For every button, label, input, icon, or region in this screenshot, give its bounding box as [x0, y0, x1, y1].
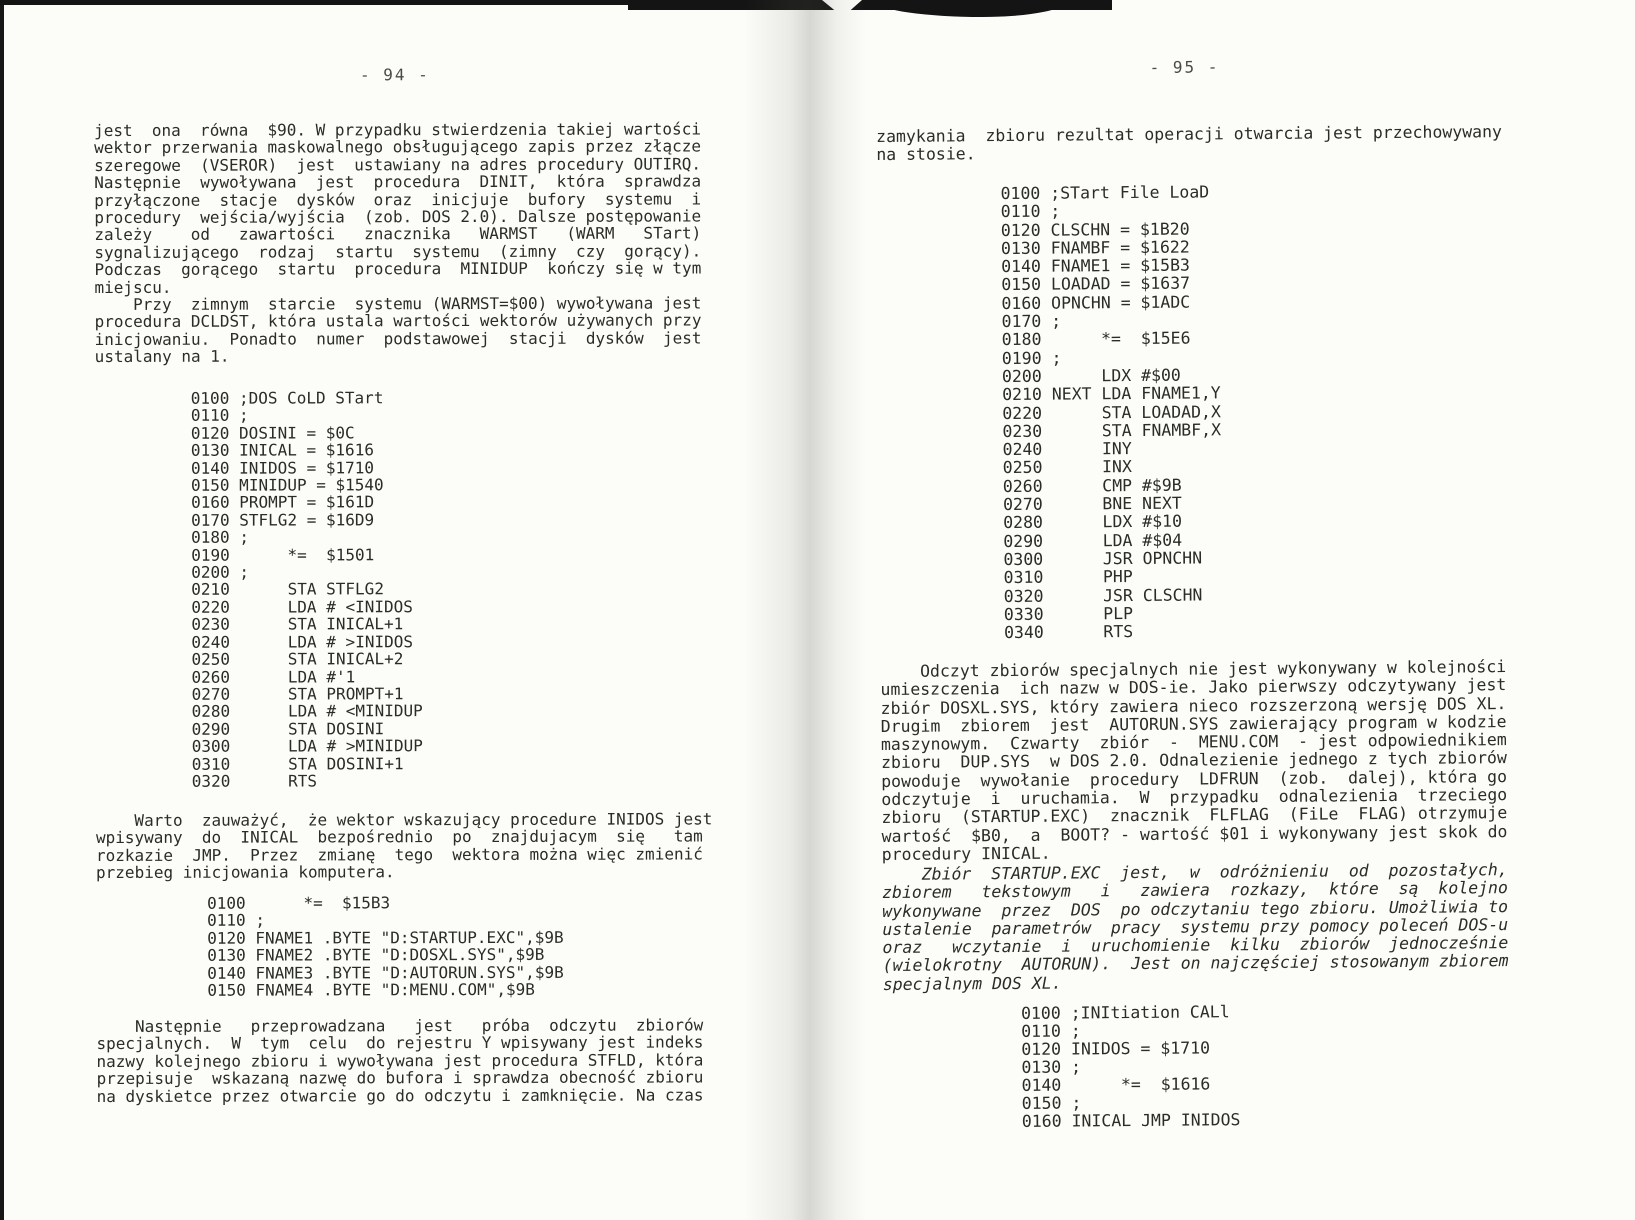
- text-line: ustalenie parametrów pracy systemu przy pomocy poleceń DOS-u: [882, 914, 1509, 939]
- text-line: 0120 DOSINI = $0C: [190, 423, 355, 443]
- text-line: 0270 STA PROMPT+1: [191, 684, 404, 704]
- text-line: 0140 *= $1616: [1021, 1074, 1211, 1095]
- text-line: 0160 OPNCHN = $1ADC: [1001, 292, 1191, 313]
- text-line: rozkazie JMP. Przez zmianę tego wektora można więc zmienić: [95, 844, 703, 865]
- text-line: 0130 FNAME2 .BYTE "D:DOSXL.SYS",$9B: [207, 945, 545, 965]
- text-line: 0310 STA DOSINI+1: [191, 753, 404, 774]
- text-line: 0120 FNAME1 .BYTE "D:STARTUP.EXC",$9B: [207, 927, 564, 948]
- page-number-left: - 94 -: [359, 65, 430, 85]
- text-line: (wielokrotny AUTORUN). Jest on najczęściej stosowanym zbiorem: [882, 951, 1509, 976]
- text-line: 0110 ;: [1000, 201, 1061, 222]
- text-line: 0160 PROMPT = $161D: [191, 492, 375, 513]
- text-line: 0180 *= $15E6: [1001, 328, 1191, 350]
- text-line: miejscu.: [94, 277, 172, 297]
- text-line: wektor przerwania maskowalnego obsługującego zapis przez złącze: [94, 136, 702, 158]
- text-line: 0200 LDX #$00: [1001, 365, 1181, 387]
- text-line: Zbiór STARTUP.EXC jest, w odróżnieniu od pozostałych,: [881, 860, 1508, 885]
- text-line: 0290 LDA #$04: [1003, 530, 1183, 551]
- text-line: 0240 LDA # >INIDOS: [191, 631, 414, 652]
- text-line: na dyskietce przez otwarcie go do odczytu i zamknięcie. Na czas: [96, 1085, 704, 1106]
- text-line: 0110 ;: [190, 406, 249, 426]
- text-line: 0210 STA STFLG2: [191, 579, 384, 600]
- text-line: wpisywany do INICAL bezpośrednio po znajdujacym się tam: [95, 826, 703, 848]
- text-line: nazwy kolejnego zbioru i wywoływana jest procedura STFLD, która: [96, 1050, 704, 1071]
- text-line: Podczas gorącego startu procedura MINIDUP kończy się w tym: [94, 258, 702, 280]
- text-line: procedury wejścia/wyjścia (zob. DOS 2.0). Dalsze postępowanie: [94, 206, 702, 228]
- text-line: zbioru (STARTUP.EXC) znacznik FLFLAG (FiLe FLAG) otrzymuje: [881, 803, 1508, 828]
- page-number-right: - 95 -: [1149, 57, 1220, 77]
- text-line: Warto zauważyć, że wektor wskazujący procedure INIDOS jest: [95, 809, 713, 831]
- text-line: zbiorem tekstowym i zawiera rozkazy, które są kolejno: [881, 878, 1508, 903]
- text-line: ustalany na 1.: [94, 346, 230, 367]
- text-line: Odczyt zbiorów specjalnych nie jest wykonywany w kolejności: [880, 657, 1507, 682]
- text-line: zbioru DUP.SYS w DOS 2.0. Odnalezienie jednego z tych zbiorów: [880, 748, 1507, 773]
- italic-paragraph: [882, 861, 1509, 994]
- text-line: 0190 ;: [1001, 348, 1062, 368]
- text-line: 0270 BNE NEXT: [1002, 493, 1182, 515]
- text-line: szeregowe (VSEROR) jest ustawiany na adres procedury OUTIRQ.: [94, 154, 702, 175]
- body-paragraph: [880, 658, 1507, 864]
- text-line: 0150 MINIDUP = $1540: [190, 475, 384, 495]
- text-line: maszynowym. Czwarty zbiór - MENU.COM - jest odpowiednikiem: [880, 730, 1507, 755]
- text-line: zamykania zbioru rezultat operacji otwarcia jest przechowywany: [876, 122, 1503, 147]
- text-line: 0150 ;: [1021, 1093, 1082, 1113]
- text-line: Następnie przeprowadzana jest próba odczytu zbiorów: [96, 1015, 704, 1037]
- text-line: 0250 INX: [1002, 457, 1132, 478]
- text-line: 0110 ;: [207, 910, 265, 931]
- text-line: 0130 INICAL = $1616: [190, 440, 374, 460]
- text-line: procedura DCLDST, która ustala wartości wektorów używanych przy: [94, 310, 702, 332]
- text-line: 0230 STA INICAL+1: [191, 614, 404, 635]
- text-line: umieszczenia ich nazw w DOS-ie. Jako pierwszy odczytywany jest: [880, 675, 1507, 700]
- text-line: wykonywane przez DOS po odczytaniu tego zbioru. Umożliwia to: [882, 896, 1509, 921]
- text-line: zbiór DOSXL.SYS, który zawiera nieco rozszerzoną wersję DOS XL.: [880, 693, 1507, 718]
- text-line: 0140 FNAME3 .BYTE "D:AUTORUN.SYS",$9B: [207, 962, 564, 983]
- text-line: 0100 ;STart File LoaD: [1000, 182, 1210, 204]
- text-line: 0250 STA INICAL+2: [191, 649, 404, 669]
- body-paragraph: [876, 123, 1502, 165]
- text-line: Przy zimnym starcie systemu (WARMST=$00) wywoływana jest: [94, 293, 702, 315]
- text-line: 0230 STA FNAMBF,X: [1002, 420, 1222, 441]
- text-line: oraz wczytanie i uruchomienie kilku zbiorów jednocześnie: [882, 933, 1509, 958]
- text-line: 0280 LDX #$10: [1003, 511, 1183, 533]
- text-line: 0140 INIDOS = $1710: [190, 457, 375, 478]
- text-line: 0320 RTS: [191, 771, 318, 791]
- text-line: przyłączone stacje dysków oraz inicjuje bufory systemu i: [94, 189, 702, 210]
- text-line: 0140 FNAME1 = $15B3: [1001, 255, 1190, 277]
- text-line: specjalnych. W tym celu do rejestru Y wpisywany jest indeks: [96, 1032, 704, 1054]
- text-line: 0120 CLSCHN = $1B20: [1000, 219, 1190, 240]
- text-line: przebieg inicjowania komputera.: [95, 862, 395, 883]
- text-line: 0180 ;: [191, 527, 249, 548]
- text-line: Drugim zbiorem jest AUTORUN.SYS zawierający program w kodzie: [880, 711, 1507, 736]
- text-line: 0260 CMP #$9B: [1002, 475, 1182, 496]
- text-line: 0260 LDA #'1: [191, 666, 356, 687]
- text-line: 0300 JSR OPNCHN: [1003, 548, 1203, 569]
- text-line: 0170 ;: [1001, 311, 1062, 332]
- text-line: 0190 *= $1501: [191, 544, 375, 565]
- text-line: 0150 FNAME4 .BYTE "D:MENU.COM",$9B: [207, 979, 535, 1000]
- text-line: 0120 INIDOS = $1710: [1021, 1038, 1211, 1059]
- text-line: 0330 PLP: [1003, 603, 1134, 624]
- text-line: 0170 STFLG2 = $16D9: [191, 510, 375, 530]
- text-line: 0110 ;: [1021, 1021, 1081, 1041]
- text-line: inicjowaniu. Ponadto numer podstawowej stacji dysków jest: [94, 328, 702, 349]
- text-line: jest ona równa $90. W przypadku stwierdzenia takiej wartości: [94, 119, 701, 141]
- text-line: 0310 PHP: [1003, 567, 1133, 588]
- text-line: 0320 JSR CLSCHN: [1003, 585, 1203, 606]
- code-listing: [1001, 183, 1223, 642]
- text-line: 0200 ;: [191, 562, 250, 582]
- text-line: 0300 LDA # >MINIDUP: [191, 736, 423, 756]
- text-line: procedury INICAL.: [881, 843, 1051, 864]
- text-line: 0150 LOADAD = $1637: [1001, 274, 1191, 295]
- text-line: 0220 LDA # <INIDOS: [191, 597, 413, 617]
- text-line: 0340 RTS: [1003, 622, 1134, 643]
- text-line: 0240 INY: [1002, 439, 1132, 460]
- code-listing: [1021, 1003, 1241, 1131]
- text-line: powoduje wywołanie procedury LDFRUN (zob. dalej), która go: [881, 766, 1508, 791]
- text-line: odczytuje i uruchamia. W przypadku odnalezienia trzeciego: [881, 785, 1508, 810]
- text-line: wartość $B0, a BOOT? - wartość $01 i wykonywany jest skok do: [881, 821, 1508, 846]
- text-line: 0130 FNAMBF = $1622: [1000, 237, 1190, 258]
- text-line: 0100 ;INItiation CALl: [1020, 1002, 1230, 1023]
- text-line: 0100 *= $15B3: [207, 893, 391, 913]
- text-line: na stosie.: [876, 144, 976, 165]
- text-line: 0100 ;DOS CoLD STart: [190, 388, 384, 408]
- text-line: 0290 STA DOSINI: [191, 718, 385, 739]
- text-line: 0210 NEXT LDA FNAME1,Y: [1002, 383, 1221, 405]
- text-line: specjalnym DOS XL.: [882, 973, 1062, 994]
- text-line: przepisuje wskazaną nazwę do bufora i sprawdza obecność zbioru: [96, 1067, 704, 1089]
- text-line: 0280 LDA # <MINIDUP: [191, 701, 423, 722]
- text-line: sygnalizującego rodzaj startu systemu (zimny czy gorący).: [94, 241, 702, 262]
- text-line: 0130 ;: [1021, 1057, 1082, 1077]
- text-line: 0220 STA LOADAD,X: [1002, 401, 1221, 423]
- text-line: Następnie wywoływana jest procedura DINIT, która sprawdza: [94, 171, 702, 193]
- text-line: 0160 INICAL JMP INIDOS: [1021, 1110, 1241, 1131]
- text-line: zależy od zawartości znacznika WARMST (WARM STart): [94, 223, 702, 245]
